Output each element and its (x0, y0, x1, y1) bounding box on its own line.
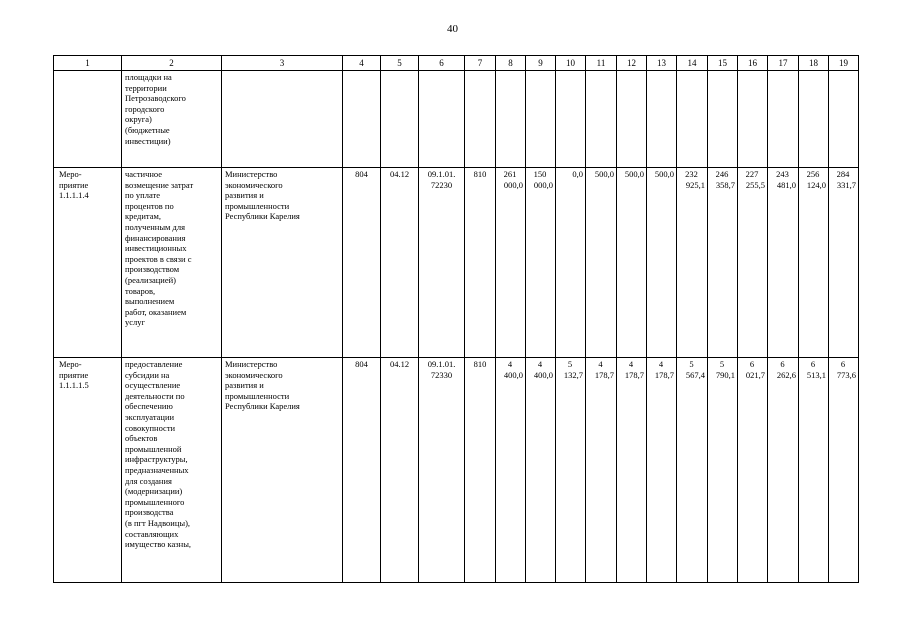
table-cell (465, 71, 496, 168)
cell-line: 513,1 (806, 369, 826, 380)
cell-line: 227 (745, 169, 759, 179)
cell-line: осуществление (125, 380, 181, 391)
table-cell (617, 71, 647, 168)
cell-line: 1.1.1.1.5 (59, 380, 89, 391)
cell-line: 255,5 (745, 179, 765, 190)
cell-line: развития и (225, 190, 264, 201)
table-cell (586, 71, 617, 168)
table-cell (122, 71, 222, 168)
cell-line: 284 (836, 169, 850, 179)
cell-line: 72330 (430, 369, 453, 380)
header-cell: 12 (617, 56, 647, 71)
cell-line: 4 (628, 359, 634, 369)
header-cell: 4 (343, 56, 381, 71)
cell-line: 0,0 (572, 169, 583, 179)
header-cell: 19 (829, 56, 859, 71)
cell-line: 4 (658, 359, 664, 369)
cell-line: 773,6 (836, 369, 856, 380)
cell-line: 178,7 (624, 369, 644, 380)
cell-line: 400,0 (533, 369, 553, 380)
cell-line: составляющих (125, 528, 179, 539)
table-cell (496, 168, 526, 358)
table-cell (647, 71, 677, 168)
table-cell (222, 71, 343, 168)
cell-line: производством (125, 264, 180, 275)
cell-line: Республики Карелия (225, 401, 300, 412)
table-cell (54, 358, 122, 583)
cell-line: округа) (125, 114, 152, 125)
table-cell (708, 71, 738, 168)
table-cell (677, 168, 708, 358)
table-cell (738, 168, 768, 358)
cell-line: развития и (225, 380, 264, 391)
cell-line: (реализацией) (125, 274, 176, 285)
cell-line: 5 (689, 359, 694, 369)
header-cell: 18 (799, 56, 829, 71)
table-cell (738, 358, 768, 583)
table-cell (419, 168, 465, 358)
table-cell (768, 358, 799, 583)
table-cell (768, 71, 799, 168)
cell-line: 232 (685, 169, 698, 179)
cell-line: 021,7 (745, 369, 765, 380)
table-cell (677, 358, 708, 583)
cell-line: городского (125, 103, 165, 114)
table-cell (677, 71, 708, 168)
table-cell (526, 168, 556, 358)
table-cell (647, 358, 677, 583)
header-cell: 5 (381, 56, 419, 71)
cell-line: 178,7 (654, 369, 674, 380)
cell-line: 000,0 (533, 179, 553, 190)
cell-line: инфраструктуры, (125, 454, 188, 465)
header-cell: 9 (526, 56, 556, 71)
cell-line: имущество казны, (125, 539, 192, 550)
page-number: 40 (447, 23, 458, 35)
cell-line: инвестиционных (125, 243, 187, 254)
cell-line: предназначенных (125, 464, 189, 475)
table-cell (829, 71, 859, 168)
table-cell (54, 71, 122, 168)
header-cell: 3 (222, 56, 343, 71)
cell-line: 243 (776, 169, 789, 179)
data-table (53, 55, 859, 583)
table-cell (343, 71, 381, 168)
table-cell (617, 168, 647, 358)
cell-line: кредитам, (125, 211, 162, 222)
cell-line: (модернизации) (125, 486, 183, 497)
table-cell (586, 358, 617, 583)
cell-line: 6 (749, 359, 755, 369)
table-cell (556, 358, 586, 583)
cell-line: Меро- (59, 359, 82, 369)
cell-line: 6 (810, 359, 816, 369)
table-cell (222, 358, 343, 583)
cell-line: 500,0 (654, 169, 674, 179)
cell-line: промышленной (125, 443, 182, 454)
cell-line: 400,0 (503, 369, 523, 380)
cell-line: 331,7 (836, 179, 856, 190)
cell-line: финансирования (125, 232, 186, 243)
cell-line: приятие (59, 369, 89, 380)
cell-line: 246 (715, 169, 729, 179)
table-cell (556, 71, 586, 168)
table-cell: 04.12 (381, 358, 419, 583)
cell-line: 6 (780, 359, 785, 369)
cell-line: 500,0 (594, 169, 614, 179)
cell-line: проектов в связи с (125, 253, 192, 264)
table-cell: 810 (465, 168, 496, 358)
cell-line: Республики Карелия (225, 211, 300, 222)
cell-line: 358,7 (715, 179, 735, 190)
cell-line: деятельности по (125, 390, 185, 401)
cell-line: 6 (840, 359, 846, 369)
table-cell (122, 168, 222, 358)
header-cell: 13 (647, 56, 677, 71)
table-cell (829, 168, 859, 358)
table-cell (122, 358, 222, 583)
table-row (54, 168, 859, 358)
table-cell (556, 168, 586, 358)
cell-line: 567,4 (685, 369, 705, 380)
table-cell (496, 71, 526, 168)
table-cell: 04.12 (381, 168, 419, 358)
cell-line: полученным для (125, 221, 186, 232)
cell-line: обеспечению (125, 401, 173, 412)
header-cell: 15 (708, 56, 738, 71)
cell-line: 09.1.01. (427, 169, 456, 179)
cell-line: экономического (225, 369, 283, 380)
cell-line: 5 (567, 359, 573, 369)
table-cell (381, 71, 419, 168)
header-cell: 14 (677, 56, 708, 71)
table-cell (647, 168, 677, 358)
cell-line: 790,1 (715, 369, 735, 380)
table-cell (54, 168, 122, 358)
table-cell (738, 71, 768, 168)
header-cell: 7 (465, 56, 496, 71)
cell-line: выполнением (125, 296, 175, 307)
cell-line: частичное (125, 169, 163, 179)
cell-line: 500,0 (624, 169, 644, 179)
header-cell: 11 (586, 56, 617, 71)
cell-line: по уплате (125, 190, 161, 201)
cell-line: промышленного (125, 496, 185, 507)
cell-line: территории (125, 82, 167, 93)
table-cell (419, 71, 465, 168)
cell-line: приятие (59, 179, 89, 190)
table-cell (708, 168, 738, 358)
table-cell (708, 358, 738, 583)
cell-line: 4 (537, 359, 543, 369)
table-cell (496, 358, 526, 583)
cell-line: производства (125, 507, 174, 518)
cell-line: возмещение затрат (125, 179, 194, 190)
cell-line: 124,0 (806, 179, 826, 190)
cell-line: 925,1 (685, 179, 705, 190)
cell-line: промышленности (225, 200, 290, 211)
header-cell: 8 (496, 56, 526, 71)
table-cell (222, 168, 343, 358)
cell-line: Меро- (59, 169, 82, 179)
table-cell (829, 358, 859, 583)
table-row (54, 358, 859, 583)
cell-line: 1.1.1.1.4 (59, 190, 89, 201)
cell-line: товаров, (125, 285, 156, 296)
table-cell (799, 168, 829, 358)
table-header-row (54, 56, 859, 71)
cell-line: 178,7 (594, 369, 614, 380)
cell-line: объектов (125, 433, 158, 444)
table-row (54, 71, 859, 168)
cell-line: 5 (719, 359, 725, 369)
table-cell (526, 71, 556, 168)
cell-line: 4 (507, 359, 513, 369)
cell-line: совокупности (125, 422, 176, 433)
cell-line: площадки на (125, 72, 172, 82)
cell-line: 481,0 (776, 179, 796, 190)
table-cell (419, 358, 465, 583)
cell-line: предоставление (125, 359, 183, 369)
cell-line: 132,7 (563, 369, 583, 380)
table-cell: 804 (343, 168, 381, 358)
cell-line: работ, оказанием (125, 306, 187, 317)
header-cell: 6 (419, 56, 465, 71)
table-cell (526, 358, 556, 583)
cell-line: 09.1.01. (427, 359, 456, 369)
header-cell: 17 (768, 56, 799, 71)
cell-line: 72230 (430, 179, 453, 190)
cell-line: Министерство (225, 359, 278, 369)
cell-line: процентов по (125, 200, 174, 211)
table-cell (586, 168, 617, 358)
cell-line: 262,6 (776, 369, 796, 380)
cell-line: 150 (533, 169, 547, 179)
cell-line: 4 (598, 359, 603, 369)
table-cell: 804 (343, 358, 381, 583)
table-cell (799, 71, 829, 168)
table-cell: 810 (465, 358, 496, 583)
header-cell: 1 (54, 56, 122, 71)
table-cell (768, 168, 799, 358)
cell-line: 261 (503, 169, 517, 179)
cell-line: эксплуатации (125, 411, 175, 422)
header-cell: 10 (556, 56, 586, 71)
cell-line: для создания (125, 475, 172, 486)
cell-line: (бюджетные (125, 124, 170, 135)
cell-line: 256 (806, 169, 820, 179)
cell-line: (в пгт Надвоицы), (125, 517, 191, 528)
header-cell: 16 (738, 56, 768, 71)
cell-line: Министерство (225, 169, 278, 179)
cell-line: Петрозаводского (125, 93, 186, 104)
cell-line: 000,0 (503, 179, 523, 190)
cell-line: экономического (225, 179, 283, 190)
table-cell (617, 358, 647, 583)
cell-line: субсидии на (125, 369, 170, 380)
cell-line: услуг (125, 317, 146, 328)
header-cell: 2 (122, 56, 222, 71)
cell-line: промышленности (225, 390, 290, 401)
cell-line: инвестиции) (125, 135, 171, 146)
table-cell (799, 358, 829, 583)
